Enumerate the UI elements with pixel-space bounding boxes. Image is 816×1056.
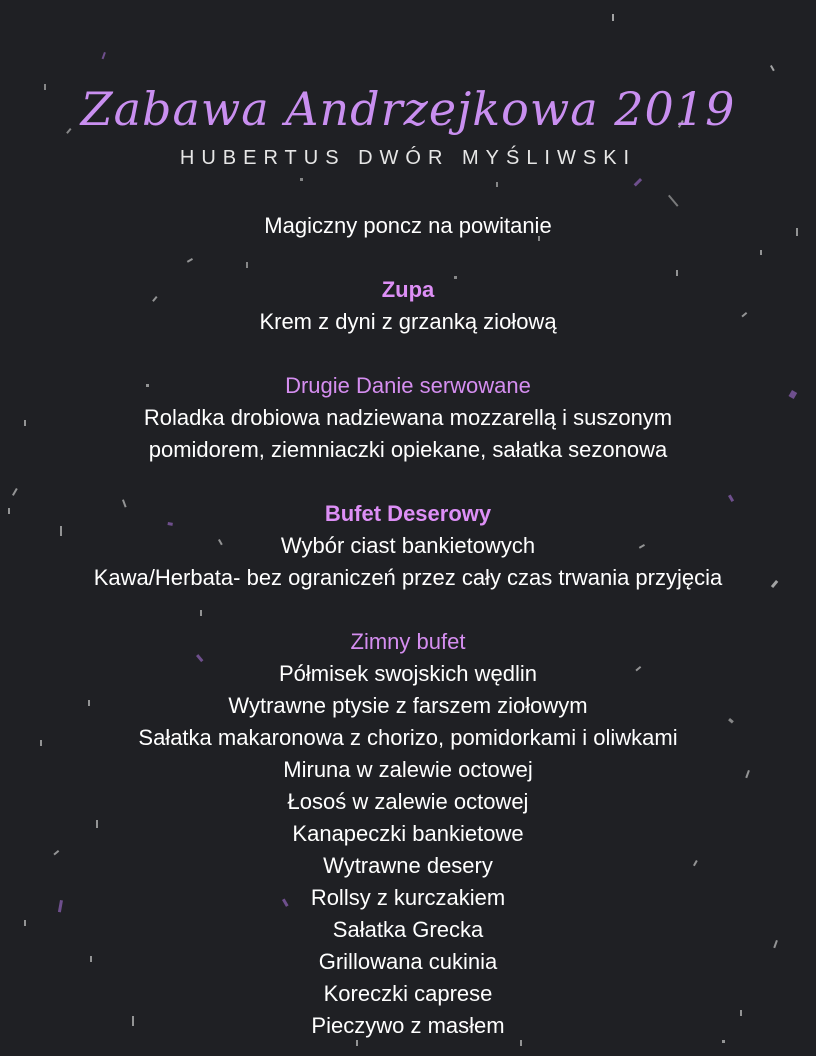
section-spacer <box>0 242 816 274</box>
menu-item: pomidorem, ziemniaczki opiekane, sałatka sezonowa <box>148 437 668 462</box>
menu-item: Krem z dyni z grzanką ziołową <box>259 309 557 334</box>
venue-name: HUBERTUS DWÓR MYŚLIWSKI <box>179 147 637 169</box>
menu-item: Wybór ciast bankietowych <box>280 533 536 558</box>
menu-item: Miruna w zalewie octowej <box>283 757 533 782</box>
section-spacer <box>0 338 816 370</box>
event-title: Zabawa Andrzejkowa 2019 <box>80 82 736 136</box>
menu-item: Sałatka makaronowa z chorizo, pomidorkami i oliwkami <box>138 725 678 750</box>
menu-list <box>0 210 816 1042</box>
menu-item: Półmisek swojskich wędlin <box>279 661 537 686</box>
menu-item: Łosoś w zalewie octowej <box>287 789 529 814</box>
menu-item: Koreczki caprese <box>323 981 493 1006</box>
section-spacer <box>0 466 816 498</box>
menu-item: Pieczywo z masłem <box>311 1013 505 1038</box>
menu-item: Sałatka Grecka <box>332 917 484 942</box>
section-heading-cold: Zimny bufet <box>350 629 466 654</box>
section-heading-main: Drugie Danie serwowane <box>285 373 531 398</box>
section-spacer <box>0 594 816 626</box>
menu-item: Wytrawne ptysie z farszem ziołowym <box>228 693 588 718</box>
menu-item: Rollsy z kurczakiem <box>310 885 506 910</box>
section-heading-soup: Zupa <box>381 277 435 302</box>
section-heading-dessert: Bufet Deserowy <box>324 501 492 526</box>
menu-item: Roladka drobiowa nadziewana mozzarellą i suszonym <box>143 405 673 430</box>
menu-item: Grillowana cukinia <box>318 949 498 974</box>
menu-item: Kanapeczki bankietowe <box>292 821 524 846</box>
menu-item: Wytrawne desery <box>323 853 493 878</box>
welcome-item: Magiczny poncz na powitanie <box>264 213 552 238</box>
menu-item: Kawa/Herbata- bez ograniczeń przez cały czas trwania przyjęcia <box>93 565 723 590</box>
